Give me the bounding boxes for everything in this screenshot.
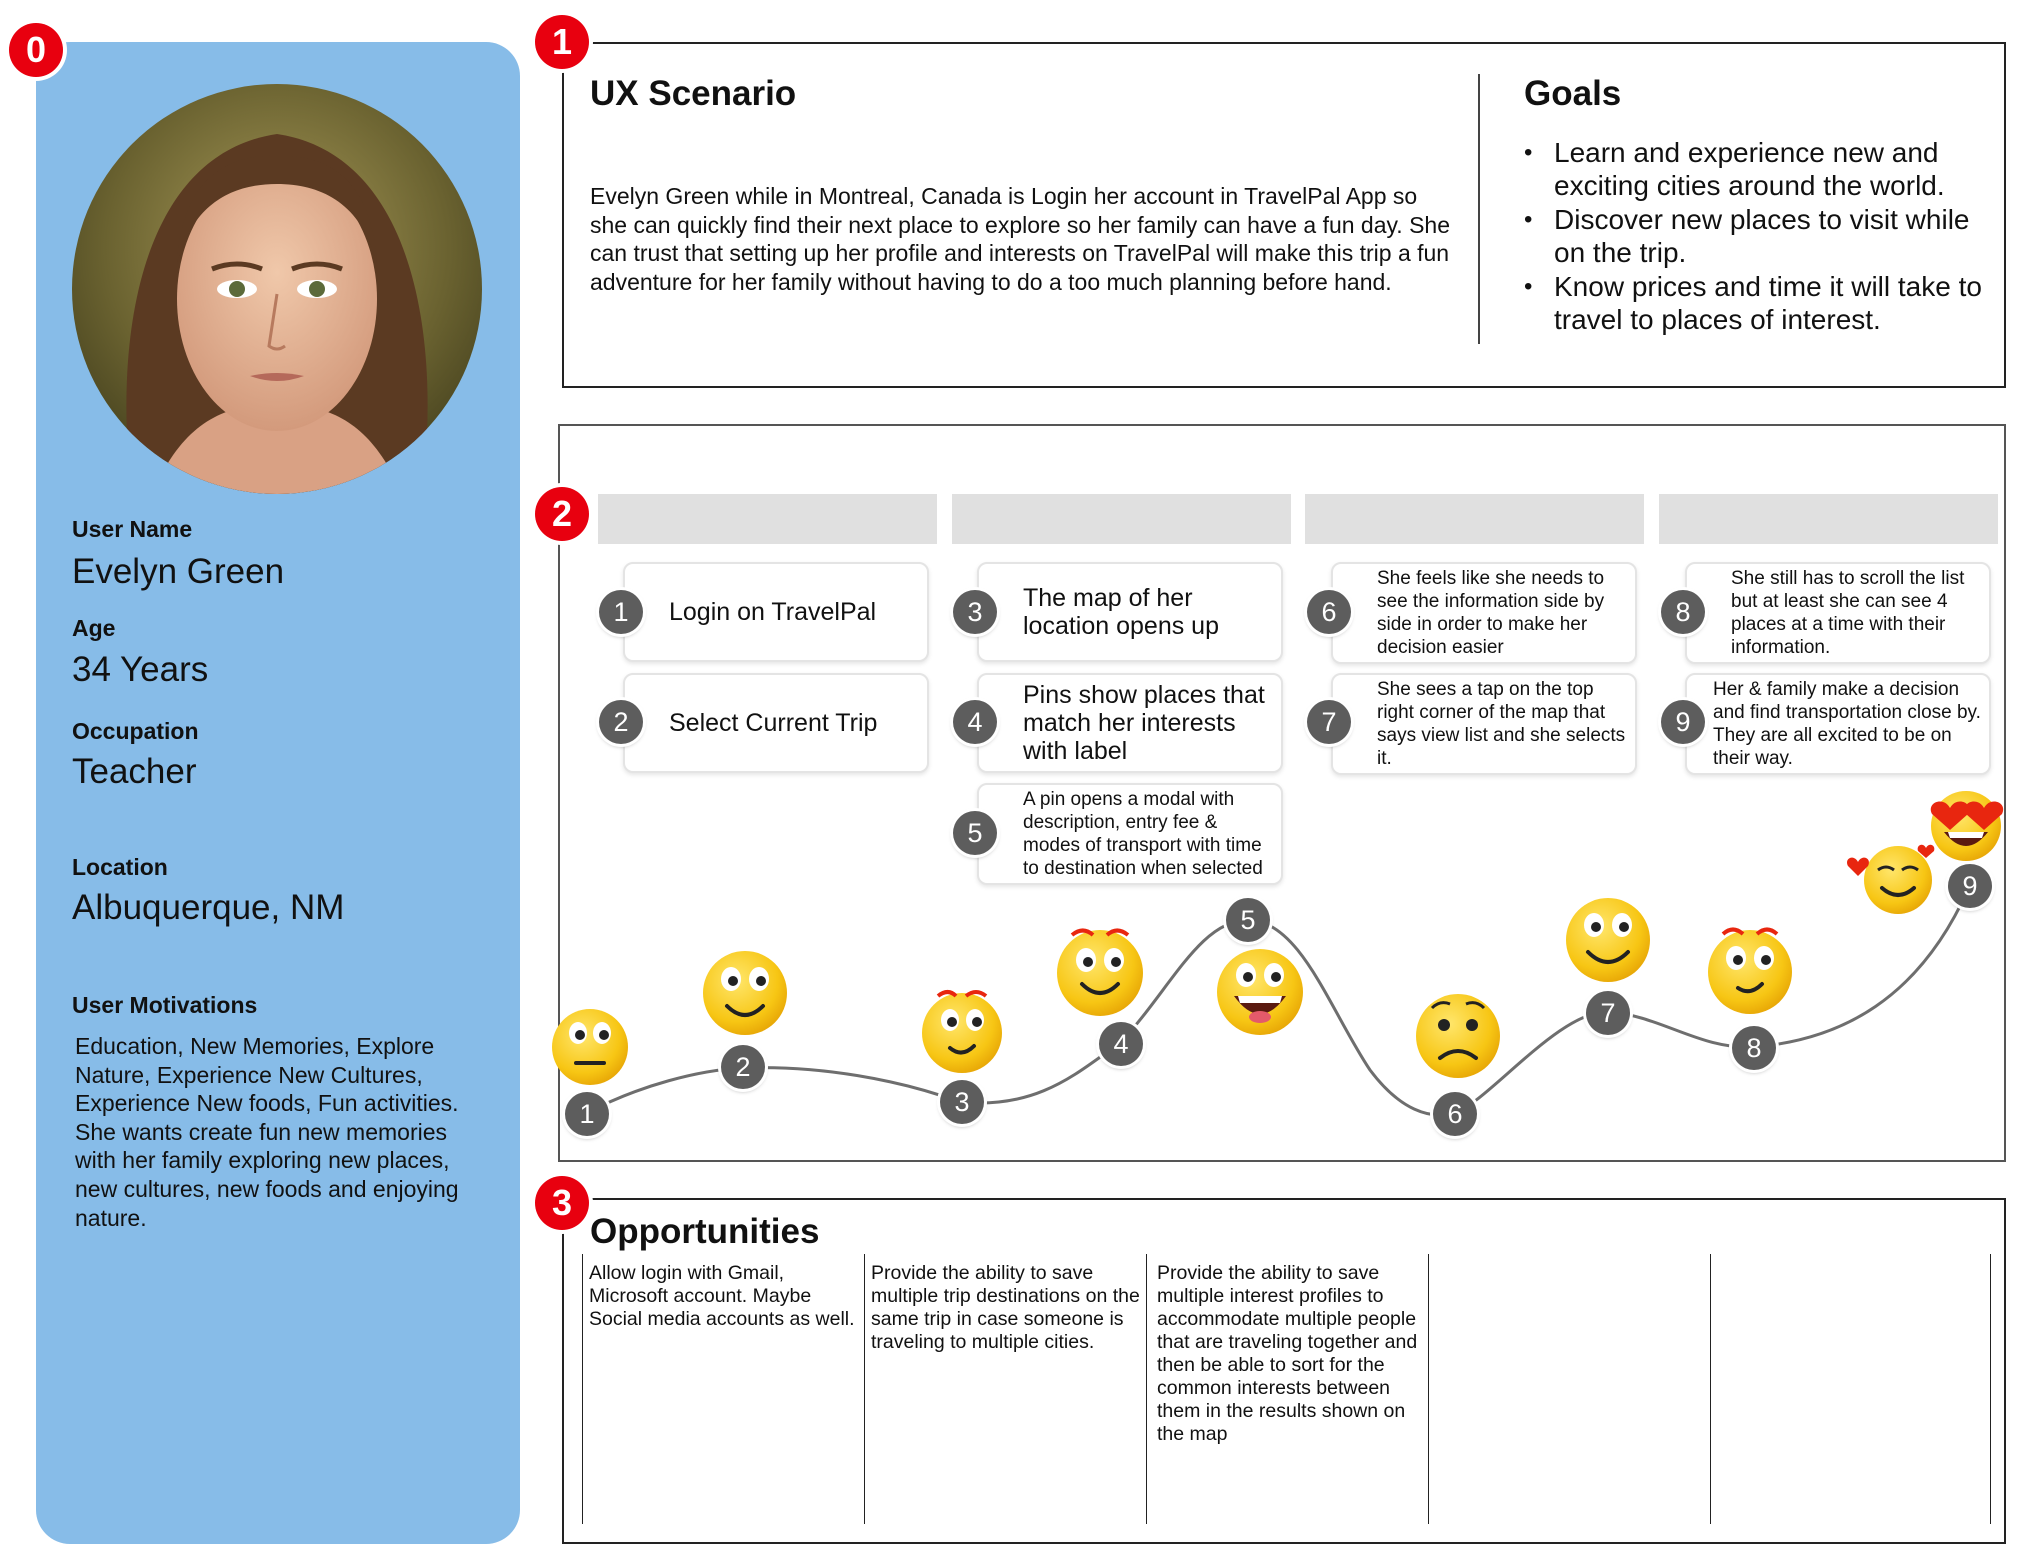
opportunity-column-divider — [1710, 1254, 1711, 1524]
scenario-text: Evelyn Green while in Montreal, Canada is Login her account in TravelPal App so she can quickly find their next place to explore so her family can have a fun day. She can trust that setting up her profile and interests on TravelPal will make this trip a fun adventure for her family without having to do a too much planning before hand. — [590, 183, 1451, 295]
section-badge-3: 3 — [535, 1176, 589, 1230]
step-number-6: 6 — [1307, 590, 1351, 634]
step-number-5: 5 — [953, 811, 997, 855]
step-number-3: 3 — [953, 590, 997, 634]
step-number-9: 9 — [1661, 700, 1705, 744]
goal-item: • Know prices and time it will take to travel to places of interest. — [1524, 270, 1994, 337]
curve-point-7: 7 — [1586, 991, 1630, 1035]
step-number-8: 8 — [1661, 590, 1705, 634]
step-number-4: 4 — [953, 700, 997, 744]
step-text: Her & family make a decision and find transportation close by. They are all excited to be on their way. — [1713, 679, 1981, 769]
step-text: Pins show places that match her interests with label — [1023, 681, 1265, 765]
curve-point-8: 8 — [1732, 1026, 1776, 1070]
occupation-label: Occupation — [72, 718, 199, 744]
goal-item: • Discover new places to visit while on the trip. — [1524, 203, 1994, 270]
curve-point-6: 6 — [1433, 1092, 1477, 1136]
opportunities-title: Opportunities — [590, 1212, 820, 1251]
section-badge-2: 2 — [535, 487, 589, 541]
opportunity-column-divider — [1146, 1254, 1147, 1524]
step-number-1: 1 — [599, 590, 643, 634]
location-value: Albuquerque, NM — [72, 888, 345, 927]
location-label: Location — [72, 854, 168, 880]
section-badge-1: 1 — [535, 15, 589, 69]
motivations-text: Education, New Memories, Explore Nature, Experience New Cultures, Experience New foods, Fun activities. She wants create fun new memories with her family exploring new places, new cultures, new foods and enjoying nature. — [75, 1033, 459, 1231]
emotion-smiling-hearts-icon — [1847, 845, 1934, 914]
scenario-title: UX Scenario — [590, 74, 797, 113]
step-text: She feels like she needs to see the information side by side in order to make her decision easier — [1377, 568, 1605, 658]
step-text: She sees a tap on the top right corner of the map that says view list and she selects it. — [1377, 679, 1626, 769]
emotion-smile-raised-brows-icon — [922, 992, 1002, 1073]
age-label: Age — [72, 615, 116, 641]
emotion-neutral-icon — [552, 1009, 628, 1085]
motivations-label: User Motivations — [72, 992, 258, 1018]
emotion-smile-icon — [703, 951, 787, 1035]
emotion-sad-icon — [1416, 994, 1500, 1078]
opportunity-column-divider — [1428, 1254, 1429, 1524]
curve-point-4: 4 — [1099, 1022, 1143, 1066]
step-text: Login on TravelPal — [669, 598, 877, 626]
step-text: The map of her location opens up — [1023, 584, 1219, 640]
occupation-value: Teacher — [72, 752, 197, 791]
step-number-7: 7 — [1307, 700, 1351, 744]
curve-point-9: 9 — [1948, 864, 1992, 908]
opportunity-column-divider — [864, 1254, 865, 1524]
step-text: Select Current Trip — [669, 709, 878, 737]
emotion-smile-raised-brows-icon — [1057, 930, 1143, 1016]
user-name-label: User Name — [72, 516, 193, 542]
curve-point-3: 3 — [940, 1080, 984, 1124]
curve-point-5: 5 — [1226, 898, 1270, 942]
age-value: 34 Years — [72, 650, 209, 689]
curve-point-1: 1 — [565, 1092, 609, 1136]
opportunity-column-divider — [1990, 1254, 1991, 1524]
goals-title: Goals — [1524, 74, 1622, 113]
opportunity-item-3: Provide the ability to save multiple interest profiles to accommodate multiple people that are traveling together and then be able to sort for the common interests between them in the results shown on the map — [1157, 1262, 1418, 1445]
section-badge-0: 0 — [9, 23, 63, 77]
emotion-big-smile-icon — [1566, 898, 1650, 982]
step-text: A pin opens a modal with description, entry fee & modes of transport with time to destination when selected — [1023, 789, 1263, 879]
emotion-grin-icon — [1217, 949, 1303, 1035]
emotion-smile-raised-brows-icon — [1708, 930, 1792, 1015]
step-number-2: 2 — [599, 700, 643, 744]
opportunity-column-divider — [582, 1254, 583, 1524]
user-name-value: Evelyn Green — [72, 552, 285, 591]
curve-point-2: 2 — [721, 1045, 765, 1089]
step-text: She still has to scroll the list but at least she can see 4 places at a time with their information. — [1731, 568, 1965, 658]
opportunity-item-2: Provide the ability to save multiple trip destinations on the same trip in case someone is traveling to multiple cities. — [871, 1262, 1140, 1353]
emotion-heart-eyes-icon — [1931, 791, 2003, 861]
goal-item: • Learn and experience new and exciting cities around the world. — [1524, 136, 1994, 203]
opportunity-item-1: Allow login with Gmail, Microsoft account. Maybe Social media accounts as well. — [589, 1262, 855, 1330]
